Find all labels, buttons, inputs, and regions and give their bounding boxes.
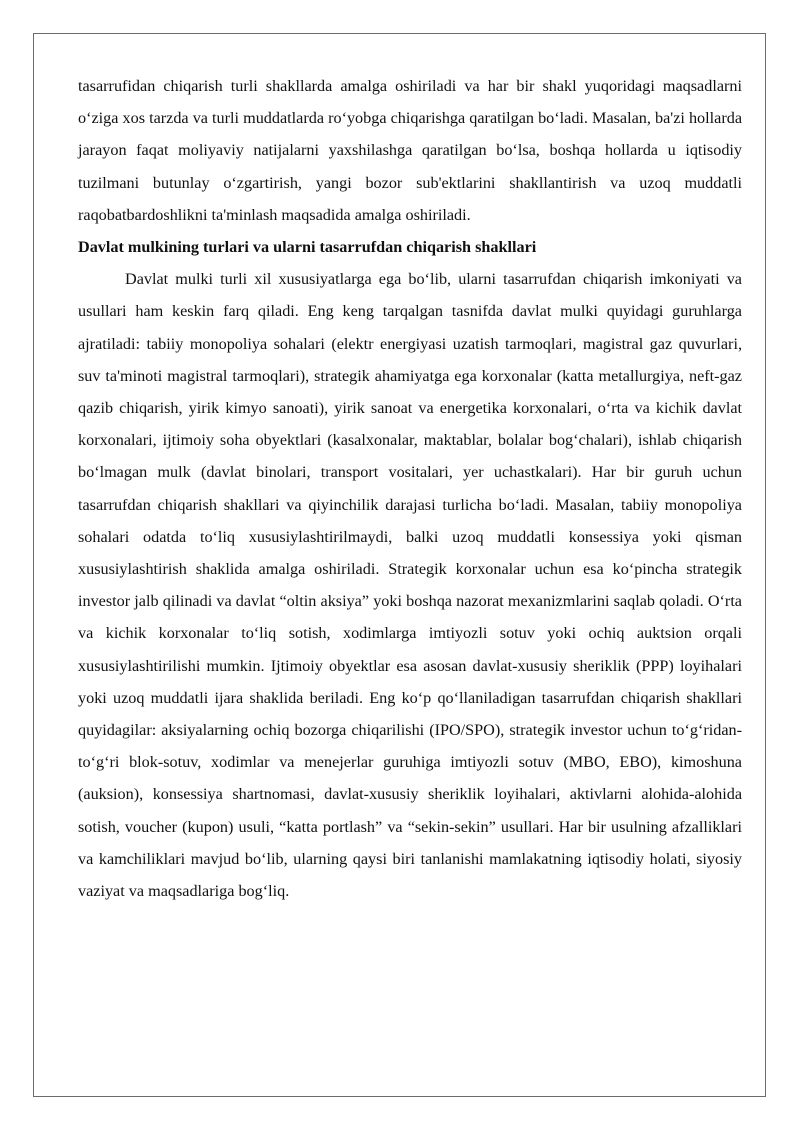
paragraph-continuation: tasarrufidan chiqarish turli shakllarda amalga oshiriladi va har bir shakl yuqoridagi maqsadlarni oʻziga xos tarzda va turli muddatlarda roʻyobga chiqarishga qaratilgan boʻladi. Masalan, ba'zi hollarda jarayon faqat moliyaviy natijalarni yaxshilashga qaratilgan boʻlsa, boshqa hollarda u iqtisodiy tuzilmani butunlay oʻzgartirish, yangi bozor sub'ektlarini shakllantirish va uzoq muddatli raqobatbardoshlikni ta'minlash maqsadida amalga oshiriladi.: [78, 77, 742, 224]
paragraph-state-property-types: Davlat mulki turli xil xususiyatlarga ega boʻlib, ularni tasarrufdan chiqarish imkoniyati va usullari ham keskin farq qiladi. Eng keng tarqalgan tasnifda davlat mulki quyidagi guruhlarga ajratiladi: tabiiy monopoliya sohalari (elektr energiyasi uzatish tarmoqlari, magistral gaz quvurlari, suv ta'minoti magistral tarmoqlari), strategik ahamiyatga ega korxonalar (katta metallurgiya, neft-gaz qazib chiqarish, yirik kimyo sanoati), yirik sanoat va energetika korxonalari, oʻrta va kichik davlat korxonalari, ijtimoiy soha obyektlari (kasalxonalar, maktablar, bolalar bogʻchalari), ishlab chiqarish boʻlmagan mulk (davlat binolari, transport vositalari, yer uchastkalari). Har bir guruh uchun tasarrufdan chiqarish shakllari va qiyinchilik darajasi turlicha boʻladi. Masalan, tabiiy monopoliya sohalari odatda toʻliq xususiylashtirilmaydi, balki uzoq muddatli konsessiya yoki qisman xususiylashtirish shaklida amalga oshiriladi. Strategik korxonalar uchun esa koʻpincha strategik investor jalb qilinadi va davlat “oltin aksiya” yoki boshqa nazorat mexanizmlarini saqlab qoladi. Oʻrta va kichik korxonalar toʻliq sotish, xodimlarga imtiyozli sotuv yoki ochiq auktsion orqali xususiylashtirilishi mumkin. Ijtimoiy obyektlar esa asosan davlat-xususiy sheriklik (PPP) loyihalari yoki uzoq muddatli ijara shaklida beriladi. Eng koʻp qoʻllaniladigan tasarrufdan chiqarish shakllari quyidagilar: aksiyalarning ochiq bozorga chiqarilishi (IPO/SPO), strategik investor uchun toʻgʻridan-toʻgʻri blok-sotuv, xodimlar va menejerlar guruhiga imtiyozli sotuv (MBO, EBO), kimoshuna (auksion), konsessiya shartnomasi, davlat-xususiy sheriklik loyihalari, aktivlarni alohida-alohida sotish, voucher (kupon) usuli, “katta portlash” va “sekin-sekin” usullari. Har bir usulning afzalliklari va kamchiliklari mavjud boʻlib, ularning qaysi biri tanlanishi mamlakatning iqtisodiy holati, siyosiy vaziyat va maqsadlariga bogʻliq.: [78, 270, 742, 901]
document-body: [78, 70, 742, 907]
section-heading: Davlat mulkining turlari va ularni tasarrufdan chiqarish shakllari: [78, 238, 537, 257]
